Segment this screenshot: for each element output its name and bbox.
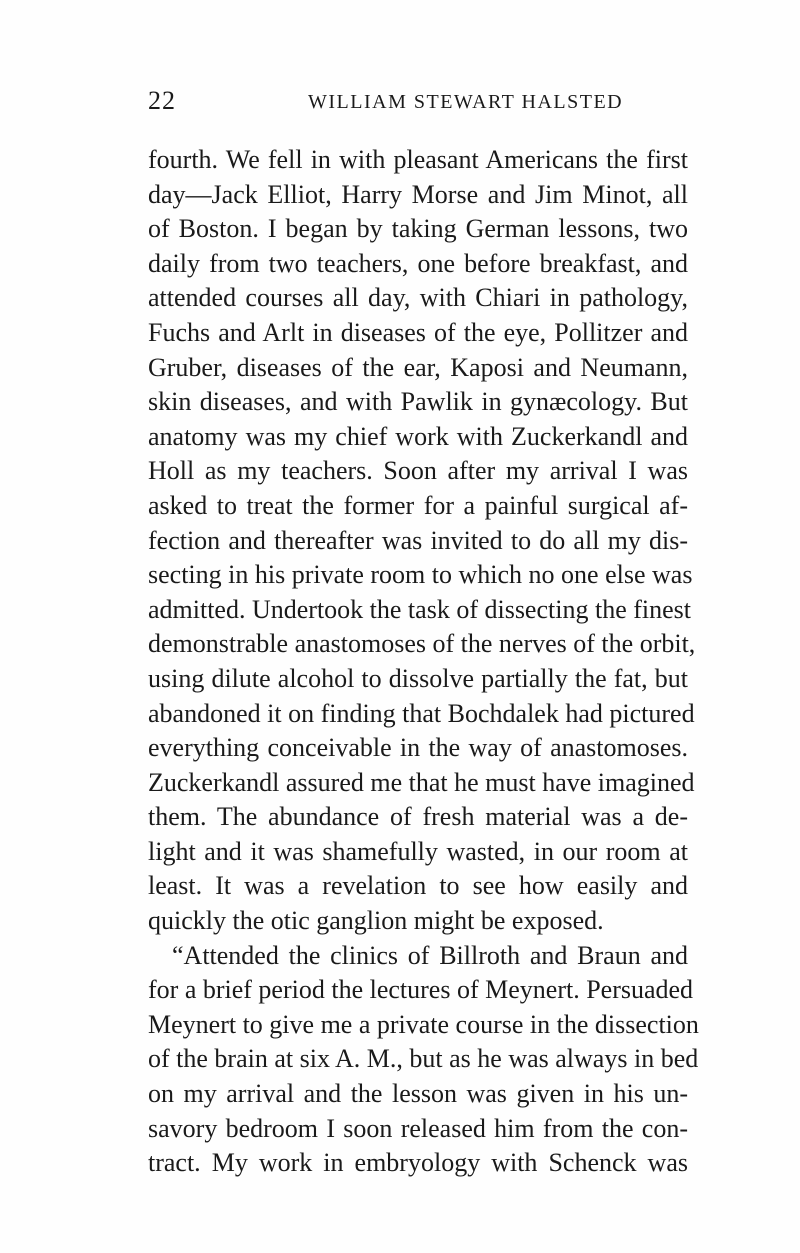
text-line: demonstrable anastomoses of the nerves of the orbit, (148, 629, 696, 659)
text-line: using dilute alcohol to dissolve partially the fat, but (148, 663, 688, 693)
page-number: 22 (148, 86, 176, 115)
text-line: quickly the otic ganglion might be exposed. (148, 906, 604, 936)
text-line: “Attended the clinics of Billroth and Braun and (172, 940, 688, 970)
text-line: abandoned it on finding that Bochdalek had pictured (148, 698, 695, 728)
running-head: WILLIAM STEWART HALSTED (308, 91, 624, 113)
text-line: least. It was a revelation to see how easily and (148, 871, 688, 901)
text-line: daily from two teachers, one before breakfast, and (148, 248, 688, 278)
text-line: anatomy was my chief work with Zuckerkandl and (148, 421, 688, 451)
text-line: Meynert to give me a private course in the dissection (148, 1009, 699, 1039)
text-line: tract. My work in embryology with Schenck was (148, 1148, 688, 1178)
text-line: Fuchs and Arlt in diseases of the eye, Pollitzer and (148, 317, 688, 347)
text-line: savory bedroom I soon released him from the con- (148, 1113, 688, 1143)
text-line: for a brief period the lectures of Meynert. Persuaded (148, 975, 694, 1005)
text-line: Gruber, diseases of the ear, Kaposi and Neumann, (148, 352, 688, 382)
text-line: skin diseases, and with Pawlik in gynæcology. But (148, 387, 688, 417)
text-line: them. The abundance of fresh material was a de- (148, 802, 688, 832)
text-line: attended courses all day, with Chiari in pathology, (148, 283, 688, 313)
text-line: of Boston. I began by taking German lessons, two (148, 214, 688, 244)
text-line: asked to treat the former for a painful surgical af- (148, 490, 688, 520)
text-line: of the brain at six A. M., but as he was always in bed (148, 1044, 699, 1074)
text-line: secting in his private room to which no one else was (148, 560, 693, 590)
text-line: admitted. Undertook the task of dissecting the finest (148, 594, 691, 624)
text-line: fourth. We fell in with pleasant Americans the first (148, 145, 688, 174)
text-line: Holl as my teachers. Soon after my arrival I was (148, 456, 688, 486)
text-line: everything conceivable in the way of anastomoses. (148, 733, 688, 763)
text-line: day—Jack Elliot, Harry Morse and Jim Minot, all (148, 179, 688, 209)
text-line: on my arrival and the lesson was given in his un- (148, 1079, 688, 1109)
text-line: fection and thereafter was invited to do all my dis- (148, 525, 688, 555)
page-header (148, 86, 688, 116)
text-line: light and it was shamefully wasted, in our room at (148, 836, 688, 866)
text-line: Zuckerkandl assured me that he must have imagined (148, 767, 695, 797)
body-text (148, 143, 699, 1181)
